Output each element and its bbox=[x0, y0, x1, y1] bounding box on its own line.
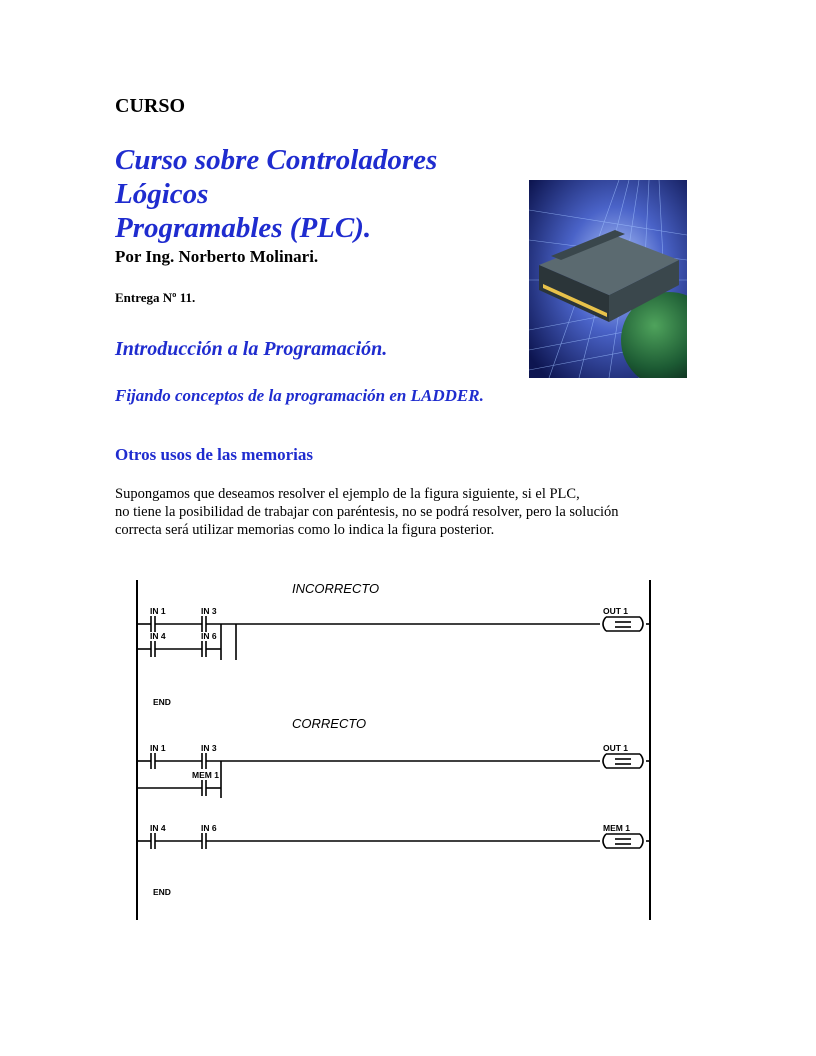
contact-mem1-label: MEM 1 bbox=[192, 770, 219, 780]
correct-rung-2 bbox=[137, 833, 650, 849]
ladder-subheading: Fijando conceptos de la programación en LADDER. bbox=[115, 386, 484, 405]
course-label: CURSO bbox=[115, 95, 186, 117]
intro-heading: Introducción a la Programación. bbox=[115, 338, 388, 360]
contact-in4-label: IN 4 bbox=[150, 823, 166, 833]
title-line-2: Programables (PLC). bbox=[115, 212, 372, 244]
body-line: no tiene la posibilidad de trabajar con paréntesis, no se podrá resolver, pero la solución bbox=[115, 504, 619, 520]
body-line: Supongamos que deseamos resolver el ejemplo de la figura siguiente, si el PLC, bbox=[115, 486, 580, 502]
coil-out1-label: OUT 1 bbox=[603, 743, 629, 753]
body-line: correcta será utilizar memorias como lo indica la figura posterior. bbox=[115, 522, 495, 538]
contact-in1-label: IN 1 bbox=[150, 743, 166, 753]
end-label: END bbox=[153, 697, 171, 707]
contact-in3-label: IN 3 bbox=[201, 743, 217, 753]
title-line-1: Curso sobre Controladores Lógicos bbox=[115, 144, 438, 210]
coil-mem1-label: MEM 1 bbox=[603, 823, 630, 833]
contact-in1-label: IN 1 bbox=[150, 606, 166, 616]
author-line: Por Ing. Norberto Molinari. bbox=[115, 247, 319, 266]
end-label: END bbox=[153, 887, 171, 897]
contact-in3-label: IN 3 bbox=[201, 606, 217, 616]
memories-section-heading: Otros usos de las memorias bbox=[115, 445, 314, 464]
contact-in6-label: IN 6 bbox=[201, 823, 217, 833]
page-title bbox=[115, 143, 535, 245]
entrega-number: Entrega Nº 11. bbox=[115, 290, 196, 305]
contact-in4-label: IN 4 bbox=[150, 631, 166, 641]
contact-in6-label: IN 6 bbox=[201, 631, 217, 641]
body-paragraph bbox=[115, 485, 695, 539]
incorrect-label: INCORRECTO bbox=[292, 581, 380, 596]
correct-label: CORRECTO bbox=[292, 716, 367, 731]
ladder-diagram bbox=[120, 570, 680, 930]
plc-device-image bbox=[529, 180, 687, 378]
coil-out1-label: OUT 1 bbox=[603, 606, 629, 616]
